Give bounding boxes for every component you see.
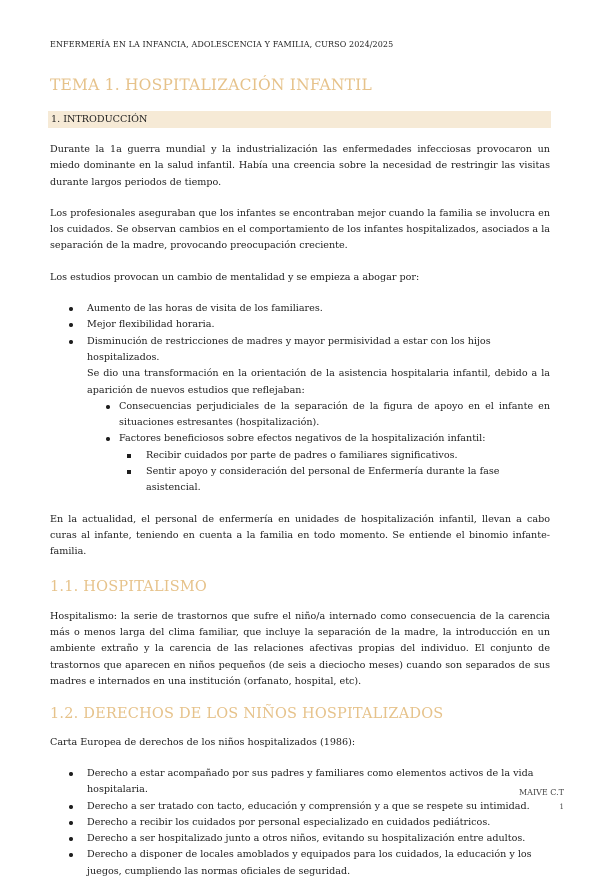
running-header: ENFERMERÍA EN LA INFANCIA, ADOLESCENCIA Y FAMILIA, CURSO 2024/2025	[50, 40, 394, 49]
bullet-icon	[69, 853, 73, 857]
list-item: Derecho a recibir los cuidados por personal especializado en cuidados pediátricos.	[50, 815, 550, 831]
list-item: Derecho a estar acompañado por sus padres y familiares como elementos activos de la vida hospitalaria.	[50, 766, 550, 799]
list-item: Consecuencias perjudiciales de la separación de la figura de apoyo en el infante en situaciones estresantes (hospitalización).	[87, 399, 550, 432]
list-item: Derecho a ser tratado con tacto, educación y comprensión y a que se respete su intimidad.	[50, 799, 550, 815]
list-item: Recibir cuidados por parte de padres o familiares significativos.	[87, 448, 550, 464]
footer-author: MAIVE C.T	[518, 788, 564, 797]
list-item: Aumento de las horas de visita de los familiares.	[50, 301, 550, 317]
sub-bullet-list	[87, 399, 550, 497]
bullet-icon	[69, 837, 73, 841]
bullet-icon	[69, 323, 73, 327]
paragraph: Durante la 1a guerra mundial y la industrialización las enfermedades infecciosas provocaron un miedo dominante en la salud infantil. Había una creencia sobre la necesidad de restringir las visitas durante largos periodos de tiempo.	[50, 144, 550, 188]
paragraph: Hospitalismo: la serie de trastornos que sufre el niño/a internado como consecuencia de la carencia más o menos larga del clima familiar, que incluye la separación de la madre, la introducción en un ambiente extraño y la carencia de las relaciones afectivas propias del individuo. El conjunto de trastornos que aparecen en niños pequeños (de seis a dieciocho meses) cuando son separados de sus madres e internados en una institución (orfanato, hospital, etc).	[50, 610, 550, 688]
bullet-icon	[69, 307, 73, 311]
square-bullet-icon	[127, 454, 131, 458]
section-heading-introduccion: 1. INTRODUCCIÓN	[51, 114, 148, 125]
bullet-list	[50, 301, 550, 497]
list-item-continuation: Se dio una transformación en la orientación de la asistencia hospitalaria infantil, debido a la aparición de nuevos estudios que reflejaban:	[87, 368, 550, 396]
bullet-icon	[69, 805, 73, 809]
paragraph: En la actualidad, el personal de enfermería en unidades de hospitalización infantil, llevan a cabo curas al infante, teniendo en cuenta a la familia en todo momento. Se entiende el binomio infante-familia.	[50, 513, 550, 558]
paragraph: Carta Europea de derechos de los niños hospitalizados (1986):	[50, 736, 356, 748]
page-title: TEMA 1. HOSPITALIZACIÓN INFANTIL	[50, 76, 373, 94]
bullet-icon	[69, 772, 73, 776]
section-heading-bar	[48, 111, 551, 128]
subsub-bullet-list	[87, 448, 550, 497]
rights-bullet-list	[50, 766, 550, 880]
list-item: Factores beneficiosos sobre efectos negativos de la hospitalización infantil: Recibir cuidados por parte de padres o familiares significativos. Sentir apoyo y consideración del personal de Enfermería durante la fase asistencial.	[87, 431, 550, 496]
list-item: Derecho a disponer de locales amoblados y equipados para los cuidados, la educación y los juegos, cumpliendo las normas oficiales de seguridad.	[50, 847, 550, 880]
bullet-icon	[106, 405, 110, 409]
list-item: Derecho a ser hospitalizado junto a otros niños, evitando su hospitalización entre adultos.	[50, 831, 550, 847]
document-body	[50, 142, 550, 880]
bullet-icon	[106, 437, 110, 441]
paragraph: Los estudios provocan un cambio de mentalidad y se empieza a abogar por:	[50, 271, 420, 283]
square-bullet-icon	[127, 470, 131, 474]
list-item: Sentir apoyo y consideración del personal de Enfermería durante la fase asistencial.	[87, 464, 550, 497]
page-number: 1	[559, 803, 564, 811]
section-heading-hospitalismo: 1.1. HOSPITALISMO	[50, 578, 208, 595]
paragraph: Los profesionales aseguraban que los infantes se encontraban mejor cuando la familia se involucra en los cuidados. Se observan cambios en el comportamiento de los infantes hospitalizados, asociados a la separación de la madre, provocando preocupación creciente.	[50, 207, 550, 252]
list-item: Mejor flexibilidad horaria.	[50, 317, 550, 333]
bullet-icon	[69, 340, 73, 344]
list-item: Disminución de restricciones de madres y mayor permisividad a estar con los hijos hospitalizados. Se dio una transformación en la orientación de la asistencia hospitalaria infantil, debido a la aparición de nuevos estudios que reflejaban: Consecuencias perjudiciales de la separación de la figura de apoyo en el infante en situaciones estresantes (hospitalización). Factores beneficiosos sobre efectos negativos de la hospitalización infantil: Recibir cuidados por parte de padres o familiares significativos. Sentir apoyo y consideración del personal de Enfermería durante la fase asistencial.	[50, 334, 550, 497]
section-heading-derechos: 1.2. DERECHOS DE LOS NIÑOS HOSPITALIZADOS	[50, 706, 444, 723]
bullet-icon	[69, 821, 73, 825]
